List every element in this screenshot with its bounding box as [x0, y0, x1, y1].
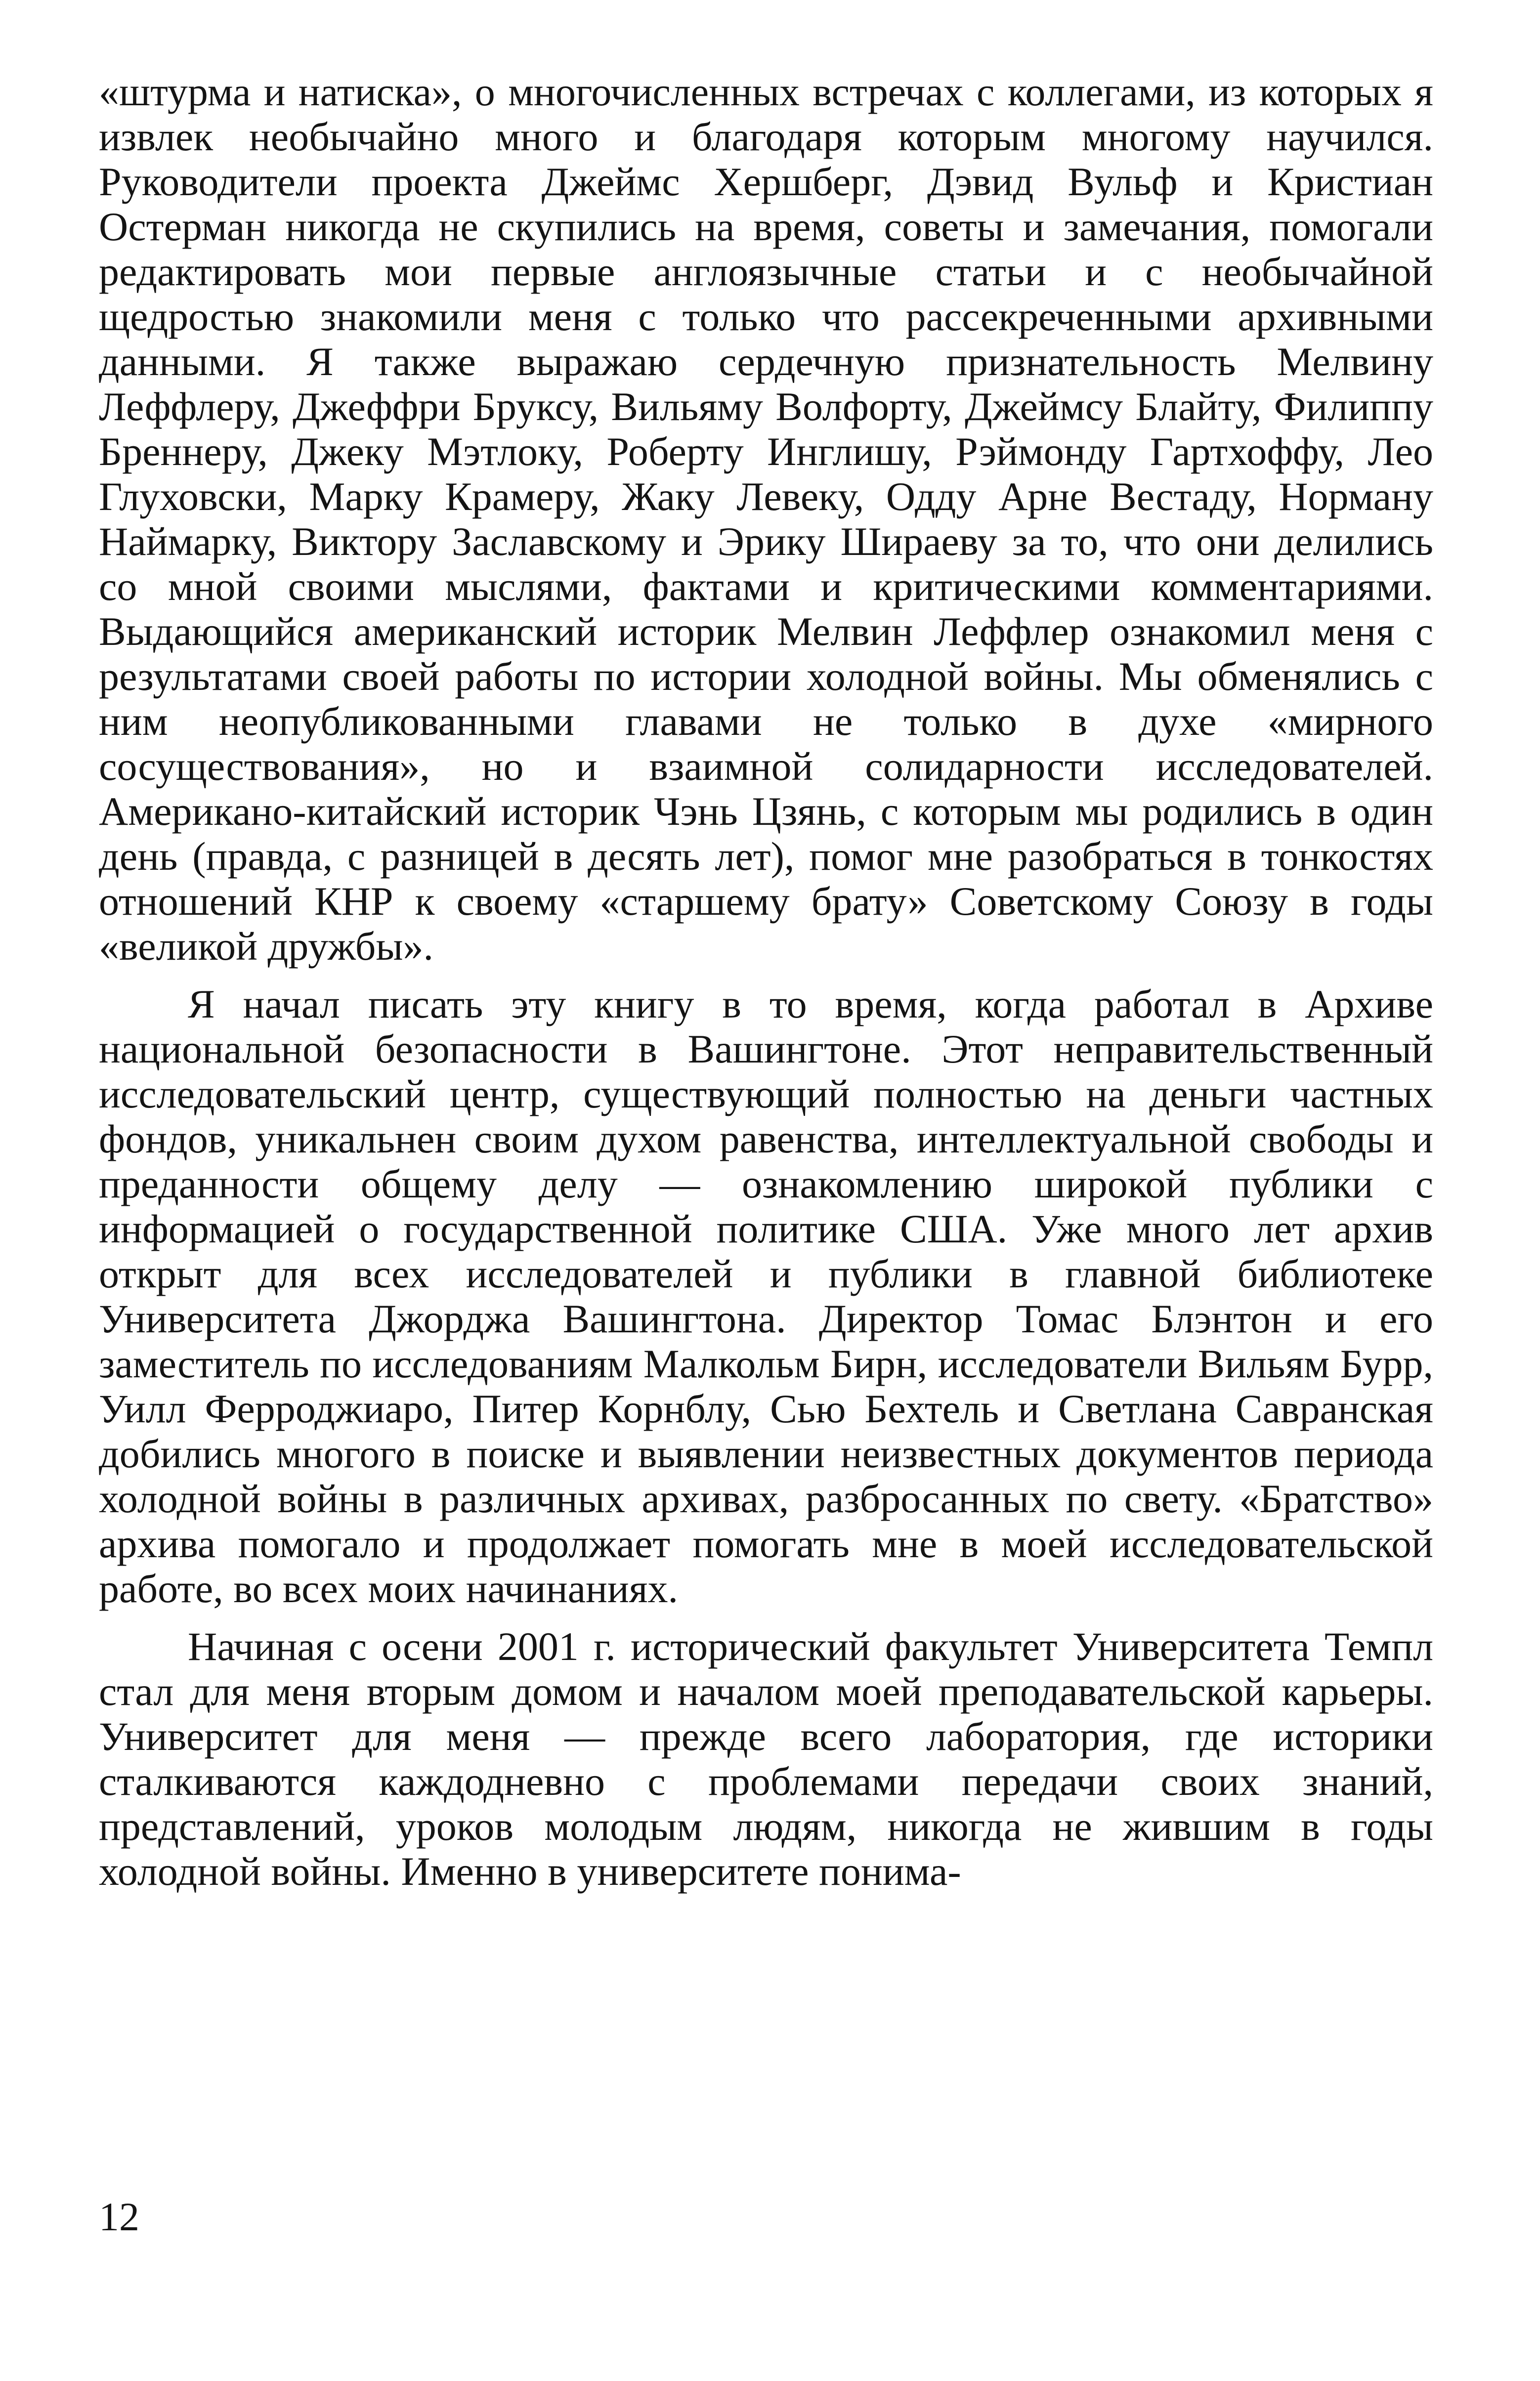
paragraph-2: Я начал писать эту книгу в то время, когда работал в Архиве национальной безопасности в Вашингтоне. Этот неправительственный исследовательский центр, существующий полностью на деньги частных фондов, уникальнен своим духом равенства, интеллектуальной свободы и преданности общему делу — ознакомлению широкой публики с информацией о государственной политике США. Уже много лет архив открыт для всех исследователей и публики в главной библиотеке Университета Джорджа Вашингтона. Директор Томас Блэнтон и его заместитель по исследованиям Малкольм Бирн, исследователи Вильям Бурр, Уилл Ферроджиаро, Питер Корнблу, Сью Бехтель и Светлана Савранская добились многого в поиске и выявлении неизвестных документов периода холодной войны в различных архивах, разбросанных по свету. «Братство» архива помогало и продолжает помогать мне в моей исследовательской работе, во всех моих начинаниях.: [99, 981, 1433, 1611]
page-number: 12: [99, 2194, 139, 2239]
body-text: [99, 69, 1433, 1894]
paragraph-1: «штурма и натиска», о многочисленных встречах с коллегами, из которых я извлек необычайно много и благодаря которым многому научился. Руководители проекта Джеймс Хершберг, Дэвид Вульф и Кристиан Остерман никогда не скупились на время, советы и замечания, помогали редактировать мои первые англоязычные статьи и с необычайной щедростью знакомили меня с только что рассекреченными архивными данными. Я также выражаю сердечную признательность Мелвину Леффлеру, Джеффри Бруксу, Вильяму Волфорту, Джеймсу Блайту, Филиппу Бреннеру, Джеку Мэтлоку, Роберту Инглишу, Рэймонду Гартхоффу, Лео Глуховски, Марку Крамеру, Жаку Левеку, Одду Арне Вестаду, Норману Наймарку, Виктору Заславскому и Эрику Шираеву за то, что они делились со мной своими мыслями, фактами и критическими комментариями. Выдающийся американский историк Мелвин Леффлер ознакомил меня с результатами своей работы по истории холодной войны. Мы обменялись с ним неопубликованными главами не только в духе «мирного сосуществования», но и взаимной солидарности исследователей. Американо-китайский историк Чэнь Цзянь, с которым мы родились в один день (правда, с разницей в десять лет), помог мне разобраться в тонкостях отношений КНР к своему «старшему брату» Советскому Союзу в годы «великой дружбы».: [99, 69, 1433, 969]
paragraph-3: Начиная с осени 2001 г. исторический факультет Университета Темпл стал для меня вторым домом и началом моей преподавательской карьеры. Университет для меня — прежде всего лаборатория, где историки сталкиваются каждодневно с проблемами передачи своих знаний, представлений, уроков молодым людям, никогда не жившим в годы холодной войны. Именно в университете понима-: [99, 1624, 1433, 1894]
book-page: [99, 69, 1433, 2323]
